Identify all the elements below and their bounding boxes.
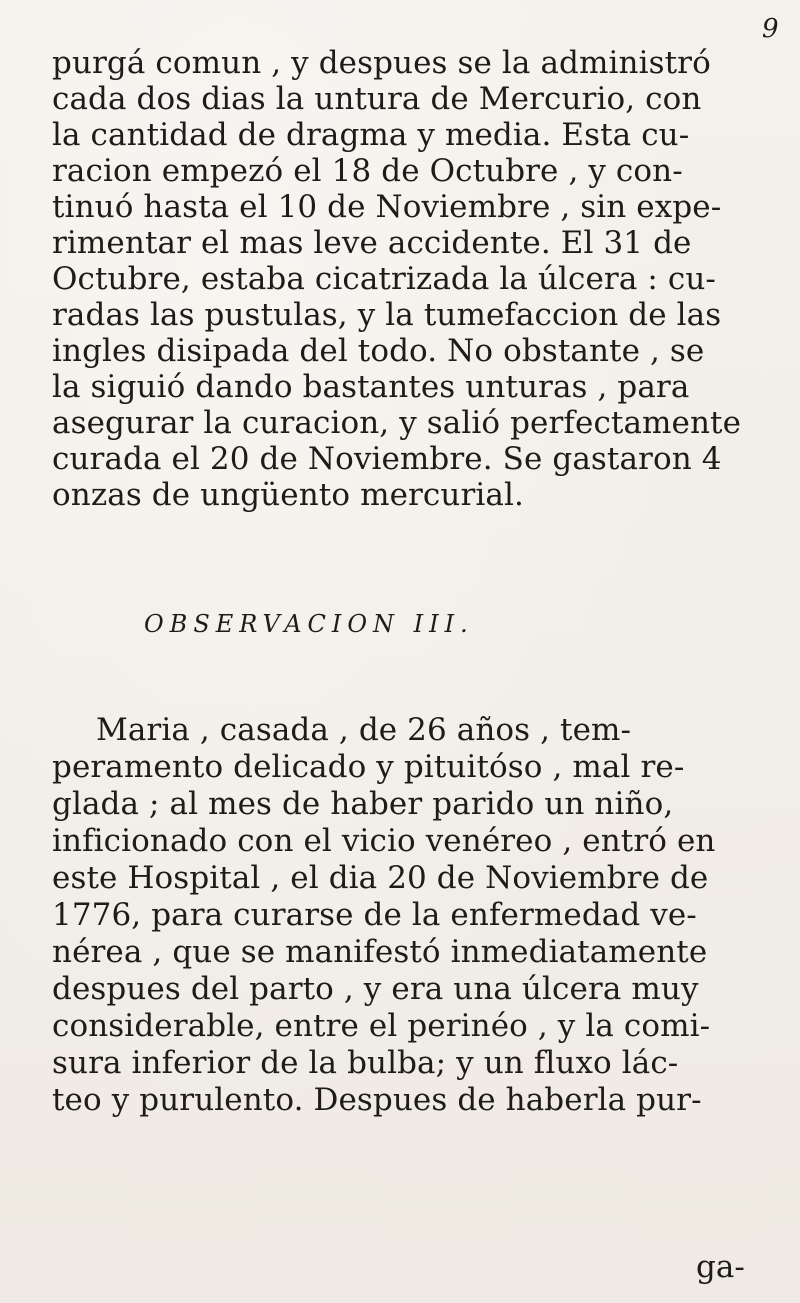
text-line: purgá comun , y despues se la administró <box>52 45 711 81</box>
text-line: Maria , casada , de 26 años , tem- <box>96 712 632 748</box>
page-number: 9 <box>762 14 779 44</box>
text-line: asegurar la curacion, y salió perfectamente <box>52 405 742 441</box>
text-line: considerable, entre el perinéo , y la comi- <box>52 1008 711 1044</box>
text-line: rimentar el mas leve accidente. El 31 de <box>52 225 692 261</box>
text-line: la cantidad de dragma y media. Esta cu- <box>52 117 690 153</box>
text-line: este Hospital , el dia 20 de Noviembre de <box>52 860 709 896</box>
text-line: la siguió dando bastantes unturas , para <box>52 369 690 405</box>
text-line: Octubre, estaba cicatrizada la úlcera : cu- <box>52 261 716 297</box>
text-line: glada ; al mes de haber parido un niño, <box>52 786 674 822</box>
text-line: tinuó hasta el 10 de Noviembre , sin expe- <box>52 189 722 225</box>
text-line: inficionado con el vicio venéreo , entró en <box>52 823 716 859</box>
text-line: onzas de ungüento mercurial. <box>52 477 524 513</box>
text-line: racion empezó el 18 de Octubre , y con- <box>52 153 683 189</box>
catchword: ga- <box>696 1249 745 1285</box>
text-line: ingles disipada del todo. No obstante , se <box>52 333 705 369</box>
text-line: 1776, para curarse de la enfermedad ve- <box>52 897 697 933</box>
text-line: radas las pustulas, y la tumefaccion de las <box>52 297 722 333</box>
text-line: teo y purulento. Despues de haberla pur- <box>52 1082 702 1118</box>
text-line: sura inferior de la bulba; y un fluxo lác- <box>52 1045 679 1081</box>
section-heading: OBSERVACION III. <box>144 610 474 638</box>
text-line: curada el 20 de Noviembre. Se gastaron 4 <box>52 441 722 477</box>
text-line: peramento delicado y pituitóso , mal re- <box>52 749 685 785</box>
text-line: cada dos dias la untura de Mercurio, con <box>52 81 702 117</box>
text-line: nérea , que se manifestó inmediatamente <box>52 934 708 970</box>
text-line: despues del parto , y era una úlcera muy <box>52 971 699 1007</box>
